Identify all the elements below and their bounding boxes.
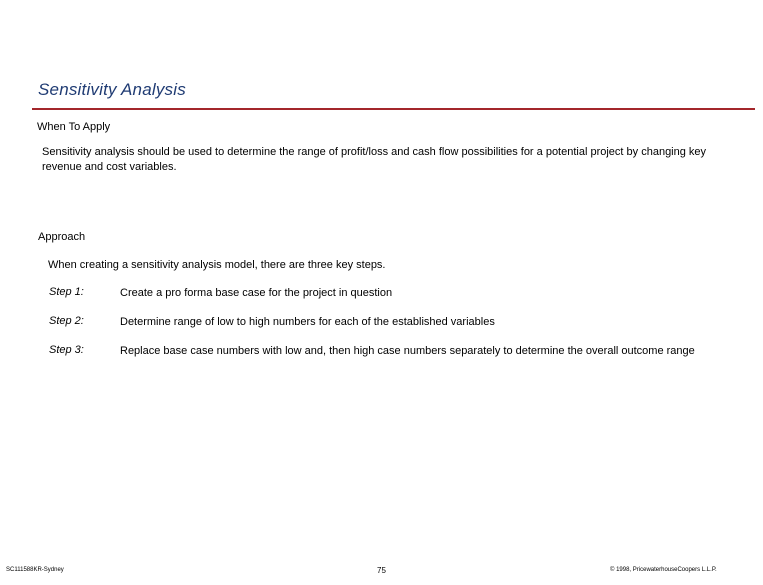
when-to-apply-heading: When To Apply — [37, 121, 111, 133]
footer-copyright: © 1998, PricewaterhouseCoopers L.L.P. — [610, 567, 717, 573]
footer-page-number: 75 — [377, 566, 386, 575]
approach-heading: Approach — [38, 231, 86, 243]
step-2-label: Step 2: — [49, 315, 84, 327]
title-divider — [32, 108, 755, 110]
step-3-text: Replace base case numbers with low and, then high case numbers separately to determine the overall outcome range — [120, 345, 695, 357]
page-title: Sensitivity Analysis — [38, 80, 186, 99]
step-1-text: Create a pro forma base case for the project in question — [120, 287, 393, 299]
step-2-text: Determine range of low to high numbers for each of the established variables — [120, 316, 495, 328]
step-1-label: Step 1: — [49, 286, 84, 298]
approach-intro: When creating a sensitivity analysis model, there are three key steps. — [48, 259, 386, 271]
step-3-label: Step 3: — [49, 344, 84, 356]
footer-document-id: SC111588KR-Sydney — [6, 567, 64, 573]
when-to-apply-text: Sensitivity analysis should be used to determine the range of profit/loss and cash flow possibilities for a potential project by changing key revenue and cost variables. — [42, 146, 707, 173]
